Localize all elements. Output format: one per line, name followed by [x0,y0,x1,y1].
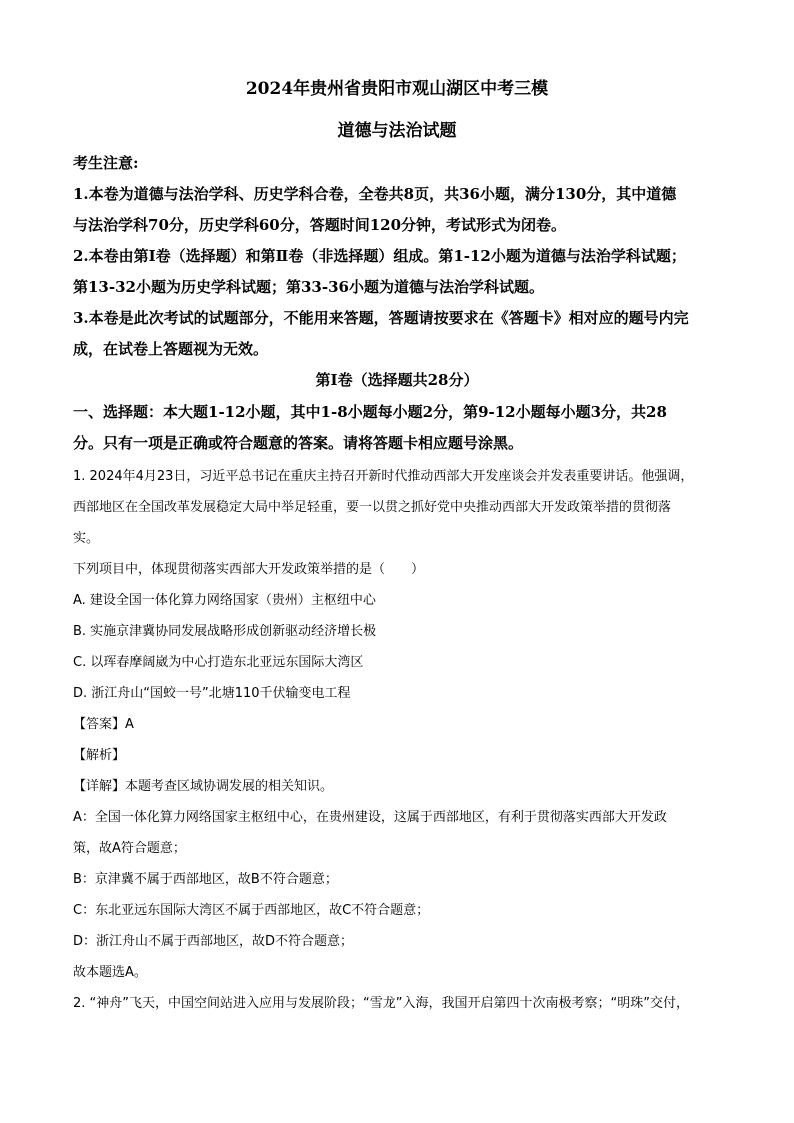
q1-detail-line: A：全国一体化算力网络国家主枢纽中心，在贵州建设，这属于西部地区，有利于贯彻落实西部大开发政 [73,810,667,825]
q1-detail-line: B：京津冀不属于西部地区，故B不符合题意； [73,872,338,887]
q1-analysis-label: 【解析】 [73,748,126,763]
q1-option-b: B. 实施京津冀协同发展战略形成创新驱动经济增长极 [73,624,377,639]
q1-detail-line: C：东北亚远东国际大湾区不属于西部地区，故C不符合题意； [73,903,430,918]
q1-detail-line: 【详解】本题考查区域协调发展的相关知识。 [73,779,334,794]
notice-heading: 考生注意: [73,154,139,172]
section-instruction: 分。只有一项是正确或符合题意的答案。请将答题卡相应题号涂黑。 [73,434,524,452]
q1-stem-line: 1. 2024年4月23日，习近平总书记在重庆主持召开新时代推动西部大开发座谈会并发表重要讲话。他强调， [73,469,694,484]
q1-detail-line: D：浙江舟山不属于西部地区，故D不符合题意； [73,934,354,949]
notice-line: 1.本卷为道德与法治学科、历史学科合卷，全卷共8页，共36小题，满分130分，其中道德 [73,185,677,203]
notice-line: 2.本卷由第Ⅰ卷（选择题）和第Ⅱ卷（非选择题）组成。第1-12小题为道德与法治学科试题； [73,247,686,265]
q1-answer: 【答案】A [73,717,134,732]
section-instruction: 一、选择题：本大题1-12小题，其中1-8小题每小题2分，第9-12小题每小题3分，共28 [73,403,667,421]
notice-line: 第13-32小题为历史学科试题；第33-36小题为道德与法治学科试题。 [73,278,544,296]
q1-stem-line: 实。 [73,531,100,546]
section-title: 第Ⅰ卷（选择题共28分） [315,371,479,389]
exam-title: 2024年贵州省贵阳市观山湖区中考三模 [245,79,549,99]
q1-option-c: C. 以珲春摩阔崴为中心打造东北亚远东国际大湾区 [73,655,364,670]
q1-prompt: 下列项目中，体现贯彻落实西部大开发政策举措的是（ ） [73,562,425,577]
q1-option-a: A. 建设全国一体化算力网络国家（贵州）主枢纽中心 [73,593,376,608]
q1-detail-line: 策，故A符合题意； [73,841,186,856]
q1-option-d: D. 浙江舟山“国蛟一号”北塘110千伏输变电工程 [73,686,351,701]
exam-subtitle: 道德与法治试题 [337,121,457,141]
q1-stem-line: 西部地区在全国改革发展稳定大局中举足轻重，要一以贯之抓好党中央推动西部大开发政策举措的贯彻落 [73,500,672,515]
notice-line: 3.本卷是此次考试的试题部分，不能用来答题，答题请按要求在《答题卡》相对应的题号内完 [73,309,689,327]
notice-line: 成，在试卷上答题视为无效。 [73,340,269,358]
q2-stem-line: 2. “神舟”飞天，中国空间站进入应用与发展阶段；“雪龙”入海，我国开启第四十次南极考察；“明珠”交付， [73,996,689,1011]
q1-detail-line: 故本题选A。 [73,965,147,980]
notice-line: 与法治学科70分，历史学科60分，答题时间120分钟，考试形式为闭卷。 [73,216,567,234]
